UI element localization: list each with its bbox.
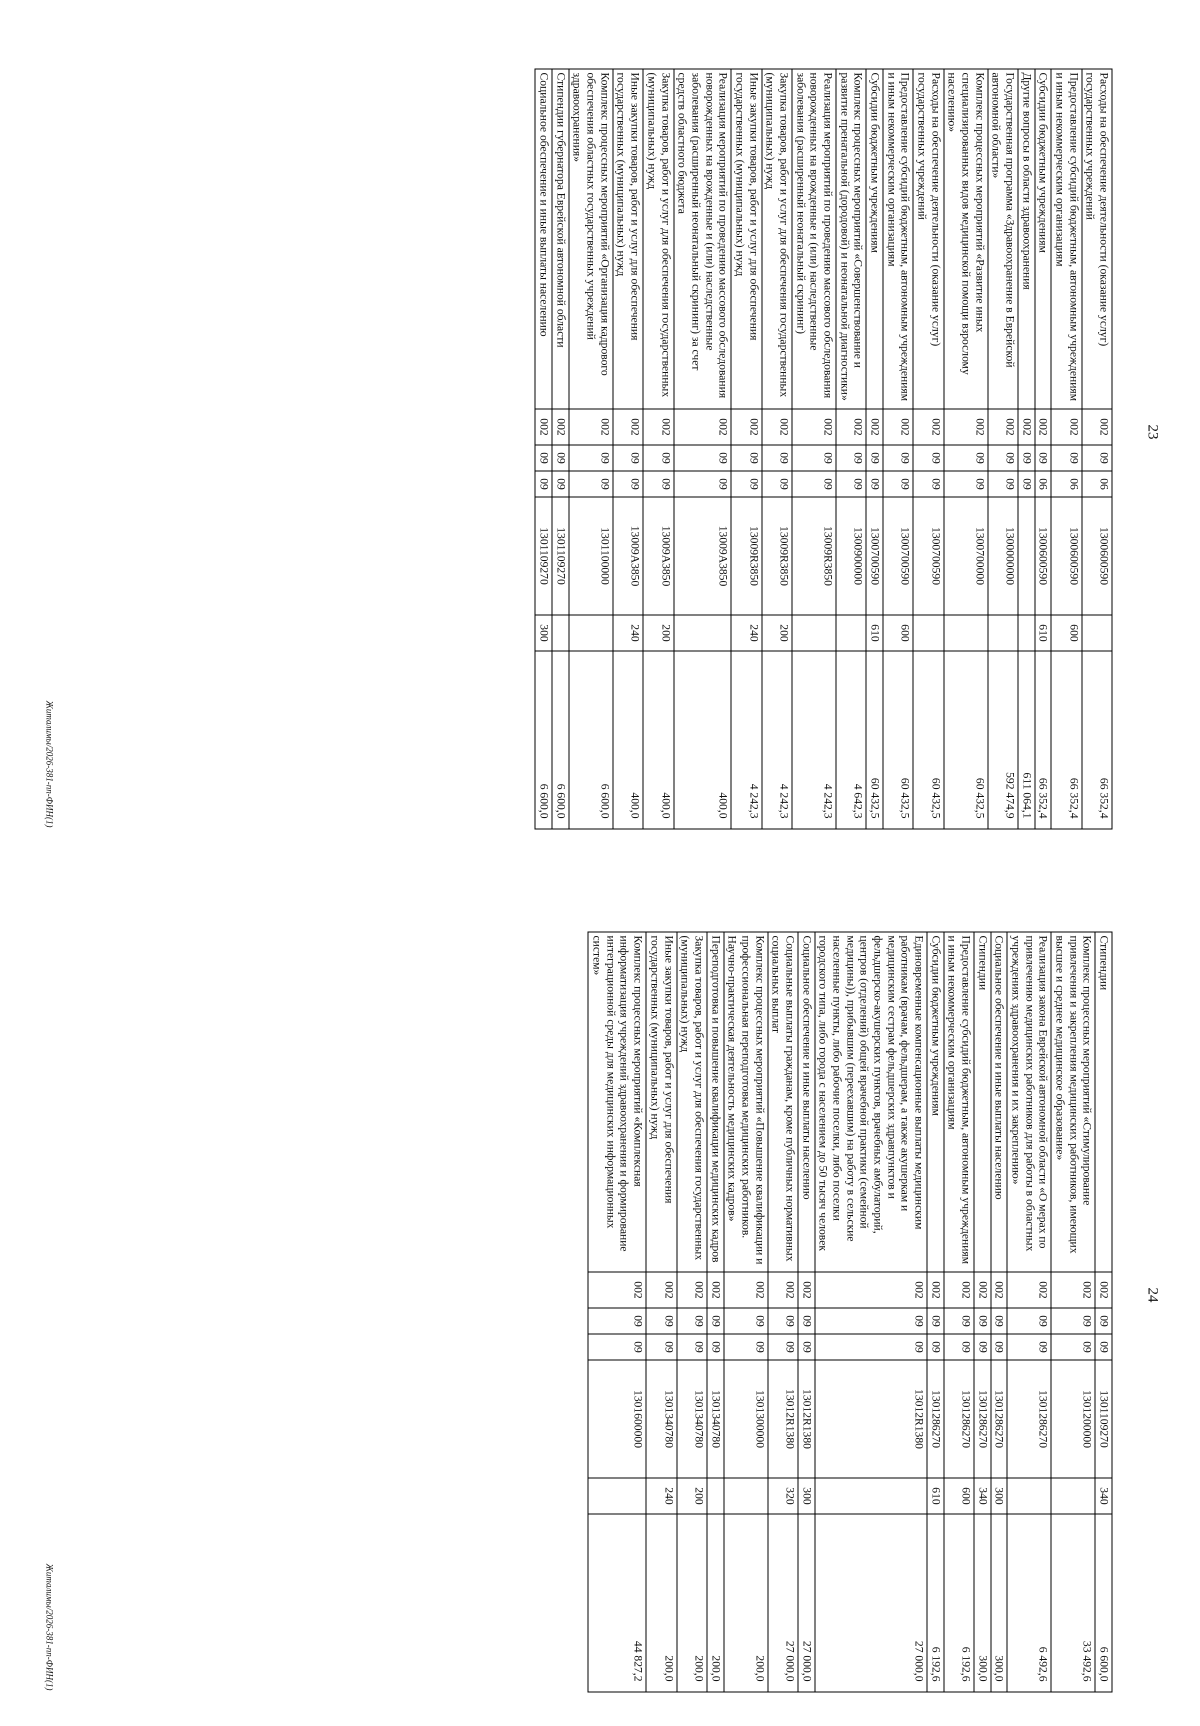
row-grbs-cell: 002 xyxy=(673,409,731,445)
table-row xyxy=(990,932,1007,1692)
row-pr-cell: 09 xyxy=(673,471,731,497)
row-csr-cell: 1301109270 xyxy=(1095,1360,1112,1478)
row-grbs-cell: 002 xyxy=(1095,1272,1112,1308)
row-rz-cell: 09 xyxy=(588,1308,646,1334)
row-grbs-cell: 002 xyxy=(706,1272,723,1308)
table-row xyxy=(673,69,731,829)
table-row xyxy=(943,932,973,1692)
row-sum-cell: 6 600,0 xyxy=(552,651,569,829)
row-pr-cell: 09 xyxy=(990,1334,1007,1360)
row-pr-cell: 09 xyxy=(866,471,883,497)
row-csr-cell: 1300700590 xyxy=(913,497,943,615)
row-name-cell: Стипендии губернатора Еврейской автономной области xyxy=(552,69,569,409)
row-csr-cell: 1300000000 xyxy=(987,497,1017,615)
row-sum-cell: 611 064,1 xyxy=(1017,651,1034,829)
table-row xyxy=(1034,69,1051,829)
row-csr-cell: 13012R1380 xyxy=(767,1360,797,1478)
table-row xyxy=(943,69,987,829)
budget-table xyxy=(534,68,1112,829)
table-row xyxy=(706,932,723,1692)
row-vr-cell xyxy=(835,615,865,651)
row-rz-cell: 09 xyxy=(913,445,943,471)
row-csr-cell: 13009R3850 xyxy=(791,497,835,615)
row-grbs-cell: 002 xyxy=(552,409,569,445)
row-sum-cell: 592 474,9 xyxy=(987,651,1017,829)
row-rz-cell: 09 xyxy=(835,445,865,471)
row-vr-cell xyxy=(1081,615,1111,651)
row-rz-cell: 09 xyxy=(797,1308,814,1334)
row-rz-cell: 09 xyxy=(612,445,642,471)
row-name-cell: Закупка товаров, работ и услуг для обеспечения государственных (муниципальных) нужд xyxy=(643,69,673,409)
row-name-cell: Социальное обеспечение и иные выплаты населению xyxy=(797,932,814,1272)
row-sum-cell: 44 827,2 xyxy=(588,1514,646,1692)
row-sum-cell: 300,0 xyxy=(990,1514,1007,1692)
row-rz-cell: 09 xyxy=(676,1308,706,1334)
row-csr-cell: 1301286270 xyxy=(943,1360,973,1478)
row-name-cell: Комплекс процессных мероприятий «Стимулирование привлечения и закрепления медицинских работников, имеющих высшее и среднее медицинское образование» xyxy=(1051,932,1095,1272)
table-row xyxy=(1051,932,1095,1692)
row-sum-cell: 200,0 xyxy=(646,1514,676,1692)
row-pr-cell: 09 xyxy=(882,471,912,497)
page-number: 24 xyxy=(1144,1287,1160,1302)
row-csr-cell: 13012R1380 xyxy=(797,1360,814,1478)
budget-table-body xyxy=(535,69,1112,829)
table-row xyxy=(723,932,767,1692)
row-pr-cell: 09 xyxy=(643,471,673,497)
table-row xyxy=(1081,69,1111,829)
row-vr-cell xyxy=(943,615,987,651)
row-pr-cell: 09 xyxy=(987,471,1017,497)
row-vr-cell: 200 xyxy=(761,615,791,651)
table-row xyxy=(791,69,835,829)
row-vr-cell: 610 xyxy=(926,1478,943,1514)
table-row xyxy=(926,932,943,1692)
row-csr-cell: 1300600590 xyxy=(1034,497,1051,615)
row-pr-cell: 09 xyxy=(1017,471,1034,497)
row-sum-cell: 200,0 xyxy=(723,1514,767,1692)
row-sum-cell: 4 242,3 xyxy=(731,651,761,829)
row-rz-cell: 09 xyxy=(767,1308,797,1334)
row-grbs-cell: 002 xyxy=(723,1272,767,1308)
row-name-cell: Иные закупки товаров, работ и услуг для обеспечения государственных (муниципальных) нужд xyxy=(612,69,642,409)
row-grbs-cell: 002 xyxy=(643,409,673,445)
row-vr-cell: 300 xyxy=(797,1478,814,1514)
row-name-cell: Стипендии xyxy=(973,932,990,1272)
row-name-cell: Реализация мероприятий по проведению массового обследования новорожденных на врожденные и (или) наследственные заболевания (расширенный неонатальный скрининг) xyxy=(791,69,835,409)
row-rz-cell: 09 xyxy=(1007,1308,1051,1334)
row-grbs-cell: 002 xyxy=(612,409,642,445)
row-name-cell: Предоставление субсидий бюджетным, автономным учреждениям и иным некоммерческим организациям xyxy=(943,932,973,1272)
row-grbs-cell: 002 xyxy=(835,409,865,445)
row-sum-cell: 33 492,6 xyxy=(1051,1514,1095,1692)
row-name-cell: Реализация закона Еврейской автономной области «О мерах по привлечению медицинских работников для работы в областных учреждениях здравоохранения и их закреплению» xyxy=(1007,932,1051,1272)
row-name-cell: Иные закупки товаров, работ и услуг для обеспечения государственных (муниципальных) нужд xyxy=(646,932,676,1272)
table-row xyxy=(1095,932,1112,1692)
table-row xyxy=(814,932,926,1692)
row-csr-cell: 1301109270 xyxy=(535,497,552,615)
row-pr-cell: 09 xyxy=(1007,1334,1051,1360)
row-rz-cell: 09 xyxy=(643,445,673,471)
row-vr-cell xyxy=(1051,1478,1095,1514)
row-name-cell: Переподготовка и повышение квалификации медицинских кадров xyxy=(706,932,723,1272)
row-grbs-cell: 002 xyxy=(731,409,761,445)
row-pr-cell: 06 xyxy=(1051,471,1081,497)
row-sum-cell: 400,0 xyxy=(673,651,731,829)
row-csr-cell: 1301340780 xyxy=(646,1360,676,1478)
row-rz-cell: 09 xyxy=(973,1308,990,1334)
row-rz-cell: 09 xyxy=(1051,1308,1095,1334)
row-vr-cell: 610 xyxy=(1034,615,1051,651)
row-rz-cell: 09 xyxy=(1095,1308,1112,1334)
row-sum-cell: 6 192,6 xyxy=(926,1514,943,1692)
row-name-cell: Субсидии бюджетным учреждениям xyxy=(866,69,883,409)
row-csr-cell: 1300700590 xyxy=(882,497,912,615)
row-pr-cell: 09 xyxy=(1095,1334,1112,1360)
row-name-cell: Социальное обеспечение и иные выплаты населению xyxy=(535,69,552,409)
row-grbs-cell: 002 xyxy=(973,1272,990,1308)
row-sum-cell: 4 642,3 xyxy=(835,651,865,829)
row-grbs-cell: 002 xyxy=(866,409,883,445)
row-name-cell: Комплекс процессных мероприятий «Развитие иных специализированных видов медицинской помощи взрослому населению» xyxy=(943,69,987,409)
row-rz-cell: 09 xyxy=(990,1308,1007,1334)
row-rz-cell: 09 xyxy=(866,445,883,471)
row-vr-cell xyxy=(913,615,943,651)
table-row xyxy=(535,69,552,829)
row-vr-cell xyxy=(588,1478,646,1514)
row-pr-cell: 09 xyxy=(706,1334,723,1360)
row-name-cell: Социальное обеспечение и иные выплаты населению xyxy=(990,932,1007,1272)
row-name-cell: Социальные выплаты гражданам, кроме публичных нормативных социальных выплат xyxy=(767,932,797,1272)
row-sum-cell: 27 000,0 xyxy=(814,1514,926,1692)
row-pr-cell: 09 xyxy=(568,471,612,497)
row-csr-cell: 1301200000 xyxy=(1051,1360,1095,1478)
row-grbs-cell: 002 xyxy=(797,1272,814,1308)
row-pr-cell: 09 xyxy=(535,471,552,497)
row-rz-cell: 09 xyxy=(1081,445,1111,471)
row-pr-cell: 09 xyxy=(835,471,865,497)
row-vr-cell: 600 xyxy=(943,1478,973,1514)
row-pr-cell: 09 xyxy=(761,471,791,497)
table-row xyxy=(913,69,943,829)
row-name-cell: Комплекс процессных мероприятий «Повышение квалификации и профессиональная переподготовка медицинских работников. Научно-практическая деятельность медицинских кадров» xyxy=(723,932,767,1272)
row-pr-cell: 09 xyxy=(767,1334,797,1360)
row-sum-cell: 6 600,0 xyxy=(535,651,552,829)
row-grbs-cell: 002 xyxy=(676,1272,706,1308)
row-name-cell: Закупка товаров, работ и услуг для обеспечения государственных (муниципальных) нужд xyxy=(761,69,791,409)
row-csr-cell: 13012R1380 xyxy=(814,1360,926,1478)
row-name-cell: Комплекс процессных мероприятий «Организация кадрового обеспечения областных государственных учреждений здравоохранения» xyxy=(568,69,612,409)
row-name-cell: Иные закупки товаров, работ и услуг для обеспечения государственных (муниципальных) нужд xyxy=(731,69,761,409)
row-grbs-cell: 002 xyxy=(1017,409,1034,445)
row-pr-cell: 09 xyxy=(913,471,943,497)
row-grbs-cell: 002 xyxy=(990,1272,1007,1308)
row-vr-cell: 240 xyxy=(731,615,761,651)
row-name-cell: Расходы на обеспечение деятельности (оказание услуг) государственных учреждений xyxy=(1081,69,1111,409)
row-sum-cell: 27 000,0 xyxy=(767,1514,797,1692)
row-sum-cell: 66 352,4 xyxy=(1034,651,1051,829)
table-row xyxy=(612,69,642,829)
row-pr-cell: 09 xyxy=(1051,1334,1095,1360)
row-pr-cell: 09 xyxy=(943,471,987,497)
table-row xyxy=(643,69,673,829)
row-grbs-cell: 002 xyxy=(1051,409,1081,445)
row-pr-cell: 06 xyxy=(1081,471,1111,497)
row-vr-cell: 300 xyxy=(535,615,552,651)
row-name-cell: Закупка товаров, работ и услуг для обеспечения государственных (муниципальных) нужд xyxy=(676,932,706,1272)
row-csr-cell: 1300600590 xyxy=(1081,497,1111,615)
row-rz-cell: 09 xyxy=(882,445,912,471)
row-csr-cell: 1301286270 xyxy=(1007,1360,1051,1478)
row-csr-cell: 13009R3850 xyxy=(761,497,791,615)
row-grbs-cell: 002 xyxy=(791,409,835,445)
table-row xyxy=(882,69,912,829)
row-vr-cell: 610 xyxy=(866,615,883,651)
table-row xyxy=(552,69,569,829)
row-grbs-cell: 002 xyxy=(1051,1272,1095,1308)
row-csr-cell: 1301300000 xyxy=(723,1360,767,1478)
row-csr-cell: 1301340780 xyxy=(706,1360,723,1478)
table-row xyxy=(1007,932,1051,1692)
row-sum-cell: 4 242,3 xyxy=(791,651,835,829)
table-row xyxy=(835,69,865,829)
row-csr-cell xyxy=(1017,497,1034,615)
row-name-cell: Государственная программа «Здравоохранение в Еврейской автономной области» xyxy=(987,69,1017,409)
row-grbs-cell: 002 xyxy=(926,1272,943,1308)
row-vr-cell xyxy=(814,1478,926,1514)
page-footer: Житалимы/2026-381-пп-ФИН(1) xyxy=(44,1563,54,1690)
row-name-cell: Единовременные компенсационные выплаты медицинским работникам (врачам, фельдшерам, а также акушеркам и медицинским сестрам фельдшерских здравпунктов и фельдшерско-акушерских пунктов, врачебных амбулаторий, центров (отделений) общей врачебной практики (семейной медицины)), прибывшим (переехавшим) на работу в сельские населенные пункты, либо рабочие поселки, либо поселки городского типа, либо города с населением до 50 тысяч человек xyxy=(814,932,926,1272)
page-24 xyxy=(0,863,1200,1726)
row-rz-cell: 09 xyxy=(552,445,569,471)
table-row xyxy=(973,932,990,1692)
row-pr-cell: 09 xyxy=(552,471,569,497)
row-rz-cell: 09 xyxy=(706,1308,723,1334)
row-rz-cell: 09 xyxy=(535,445,552,471)
row-name-cell: Комплекс процессных мероприятий «Совершенствование и развитие пренатальной (дородовой) и неонатальной диагностики» xyxy=(835,69,865,409)
table-row xyxy=(646,932,676,1692)
row-grbs-cell: 002 xyxy=(535,409,552,445)
row-name-cell: Реализация мероприятий по проведению массового обследования новорожденных на врожденные и (или) наследственные заболевания (расширенный неонатальный скрининг) за счет средств областного бюджета xyxy=(673,69,731,409)
table-row xyxy=(588,932,646,1692)
row-sum-cell: 60 432,5 xyxy=(913,651,943,829)
row-rz-cell: 09 xyxy=(1051,445,1081,471)
table-row xyxy=(568,69,612,829)
row-name-cell: Предоставление субсидий бюджетным, автономным учреждениям и иным некоммерческим организациям xyxy=(882,69,912,409)
row-grbs-cell: 002 xyxy=(1081,409,1111,445)
page-footer: Житалимы/2026-381-пп-ФИН(1) xyxy=(44,700,54,827)
row-csr-cell: 1300600590 xyxy=(1051,497,1081,615)
row-sum-cell: 400,0 xyxy=(612,651,642,829)
row-rz-cell: 09 xyxy=(791,445,835,471)
table-row xyxy=(1017,69,1034,829)
row-csr-cell: 13009A3850 xyxy=(673,497,731,615)
row-vr-cell xyxy=(552,615,569,651)
row-sum-cell: 200,0 xyxy=(676,1514,706,1692)
row-rz-cell: 09 xyxy=(926,1308,943,1334)
row-sum-cell: 4 242,3 xyxy=(761,651,791,829)
row-rz-cell: 09 xyxy=(943,445,987,471)
row-sum-cell: 60 432,5 xyxy=(866,651,883,829)
row-csr-cell: 1300900000 xyxy=(835,497,865,615)
row-grbs-cell: 002 xyxy=(943,1272,973,1308)
row-sum-cell: 200,0 xyxy=(706,1514,723,1692)
row-rz-cell: 09 xyxy=(731,445,761,471)
row-pr-cell: 09 xyxy=(814,1334,926,1360)
budget-table xyxy=(587,931,1112,1692)
row-rz-cell: 09 xyxy=(761,445,791,471)
row-csr-cell: 1301100000 xyxy=(568,497,612,615)
row-vr-cell: 600 xyxy=(882,615,912,651)
row-csr-cell: 13009A3850 xyxy=(612,497,642,615)
row-vr-cell xyxy=(568,615,612,651)
row-grbs-cell: 002 xyxy=(761,409,791,445)
row-pr-cell: 09 xyxy=(646,1334,676,1360)
row-vr-cell xyxy=(1007,1478,1051,1514)
row-grbs-cell: 002 xyxy=(987,409,1017,445)
row-rz-cell: 09 xyxy=(987,445,1017,471)
row-csr-cell: 1301340780 xyxy=(676,1360,706,1478)
row-pr-cell: 09 xyxy=(791,471,835,497)
row-name-cell: Другие вопросы в области здравоохранения xyxy=(1017,69,1034,409)
row-vr-cell: 340 xyxy=(973,1478,990,1514)
row-rz-cell: 09 xyxy=(1017,445,1034,471)
row-vr-cell xyxy=(791,615,835,651)
row-grbs-cell: 002 xyxy=(1034,409,1051,445)
table-row xyxy=(767,932,797,1692)
budget-table-body xyxy=(588,932,1112,1692)
row-csr-cell: 13009R3850 xyxy=(731,497,761,615)
row-grbs-cell: 002 xyxy=(646,1272,676,1308)
row-sum-cell: 6 192,6 xyxy=(943,1514,973,1692)
row-vr-cell: 300 xyxy=(990,1478,1007,1514)
row-sum-cell: 6 492,6 xyxy=(1007,1514,1051,1692)
row-name-cell: Субсидии бюджетным учреждениям xyxy=(926,932,943,1272)
row-pr-cell: 09 xyxy=(588,1334,646,1360)
row-name-cell: Расходы на обеспечение деятельности (оказание услуг) государственных учреждений xyxy=(913,69,943,409)
row-grbs-cell: 002 xyxy=(943,409,987,445)
table-row xyxy=(1051,69,1081,829)
row-grbs-cell: 002 xyxy=(588,1272,646,1308)
row-sum-cell: 66 352,4 xyxy=(1081,651,1111,829)
row-vr-cell xyxy=(706,1478,723,1514)
row-grbs-cell: 002 xyxy=(913,409,943,445)
row-vr-cell xyxy=(1017,615,1034,651)
row-grbs-cell: 002 xyxy=(814,1272,926,1308)
row-rz-cell: 09 xyxy=(568,445,612,471)
row-name-cell: Субсидии бюджетным учреждениям xyxy=(1034,69,1051,409)
row-grbs-cell: 002 xyxy=(882,409,912,445)
row-sum-cell: 6 600,0 xyxy=(1095,1514,1112,1692)
row-csr-cell: 1301286270 xyxy=(973,1360,990,1478)
row-vr-cell xyxy=(987,615,1017,651)
row-rz-cell: 09 xyxy=(1034,445,1051,471)
row-csr-cell: 1301286270 xyxy=(990,1360,1007,1478)
row-pr-cell: 09 xyxy=(797,1334,814,1360)
row-csr-cell: 1300700590 xyxy=(866,497,883,615)
row-pr-cell: 09 xyxy=(973,1334,990,1360)
table-row xyxy=(731,69,761,829)
row-name-cell: Стипендии xyxy=(1095,932,1112,1272)
row-vr-cell: 340 xyxy=(1095,1478,1112,1514)
row-vr-cell xyxy=(723,1478,767,1514)
row-sum-cell: 400,0 xyxy=(643,651,673,829)
row-vr-cell: 600 xyxy=(1051,615,1081,651)
row-pr-cell: 09 xyxy=(676,1334,706,1360)
row-pr-cell: 09 xyxy=(723,1334,767,1360)
table-row xyxy=(866,69,883,829)
row-rz-cell: 09 xyxy=(943,1308,973,1334)
row-sum-cell: 6 600,0 xyxy=(568,651,612,829)
row-rz-cell: 09 xyxy=(673,445,731,471)
row-name-cell: Предоставление субсидий бюджетным, автономным учреждениям и иным некоммерческим организациям xyxy=(1051,69,1081,409)
row-grbs-cell: 002 xyxy=(1007,1272,1051,1308)
row-rz-cell: 09 xyxy=(723,1308,767,1334)
row-csr-cell: 1300700000 xyxy=(943,497,987,615)
table-row xyxy=(761,69,791,829)
row-vr-cell: 200 xyxy=(676,1478,706,1514)
row-csr-cell: 13009A3850 xyxy=(643,497,673,615)
row-vr-cell: 240 xyxy=(646,1478,676,1514)
row-grbs-cell: 002 xyxy=(568,409,612,445)
row-sum-cell: 60 432,5 xyxy=(943,651,987,829)
row-rz-cell: 09 xyxy=(646,1308,676,1334)
table-row xyxy=(987,69,1017,829)
row-grbs-cell: 002 xyxy=(767,1272,797,1308)
row-vr-cell: 320 xyxy=(767,1478,797,1514)
row-name-cell: Комплекс процессных мероприятий «Комплексная информатизация учреждений здравоохранения и формирование интеграционной среды для медицинских информационных систем» xyxy=(588,932,646,1272)
row-pr-cell: 09 xyxy=(926,1334,943,1360)
row-pr-cell: 06 xyxy=(1034,471,1051,497)
table-row xyxy=(676,932,706,1692)
row-csr-cell: 1301109270 xyxy=(552,497,569,615)
row-pr-cell: 09 xyxy=(943,1334,973,1360)
row-pr-cell: 09 xyxy=(731,471,761,497)
table-row xyxy=(797,932,814,1692)
page-number: 23 xyxy=(1144,424,1160,439)
row-sum-cell: 60 432,5 xyxy=(882,651,912,829)
row-vr-cell: 200 xyxy=(643,615,673,651)
row-vr-cell xyxy=(673,615,731,651)
row-sum-cell: 27 000,0 xyxy=(797,1514,814,1692)
row-vr-cell: 240 xyxy=(612,615,642,651)
row-csr-cell: 1301600000 xyxy=(588,1360,646,1478)
row-pr-cell: 09 xyxy=(612,471,642,497)
row-rz-cell: 09 xyxy=(814,1308,926,1334)
row-sum-cell: 66 352,4 xyxy=(1051,651,1081,829)
row-sum-cell: 300,0 xyxy=(973,1514,990,1692)
row-csr-cell: 1301286270 xyxy=(926,1360,943,1478)
page-24-content xyxy=(0,863,1200,1726)
